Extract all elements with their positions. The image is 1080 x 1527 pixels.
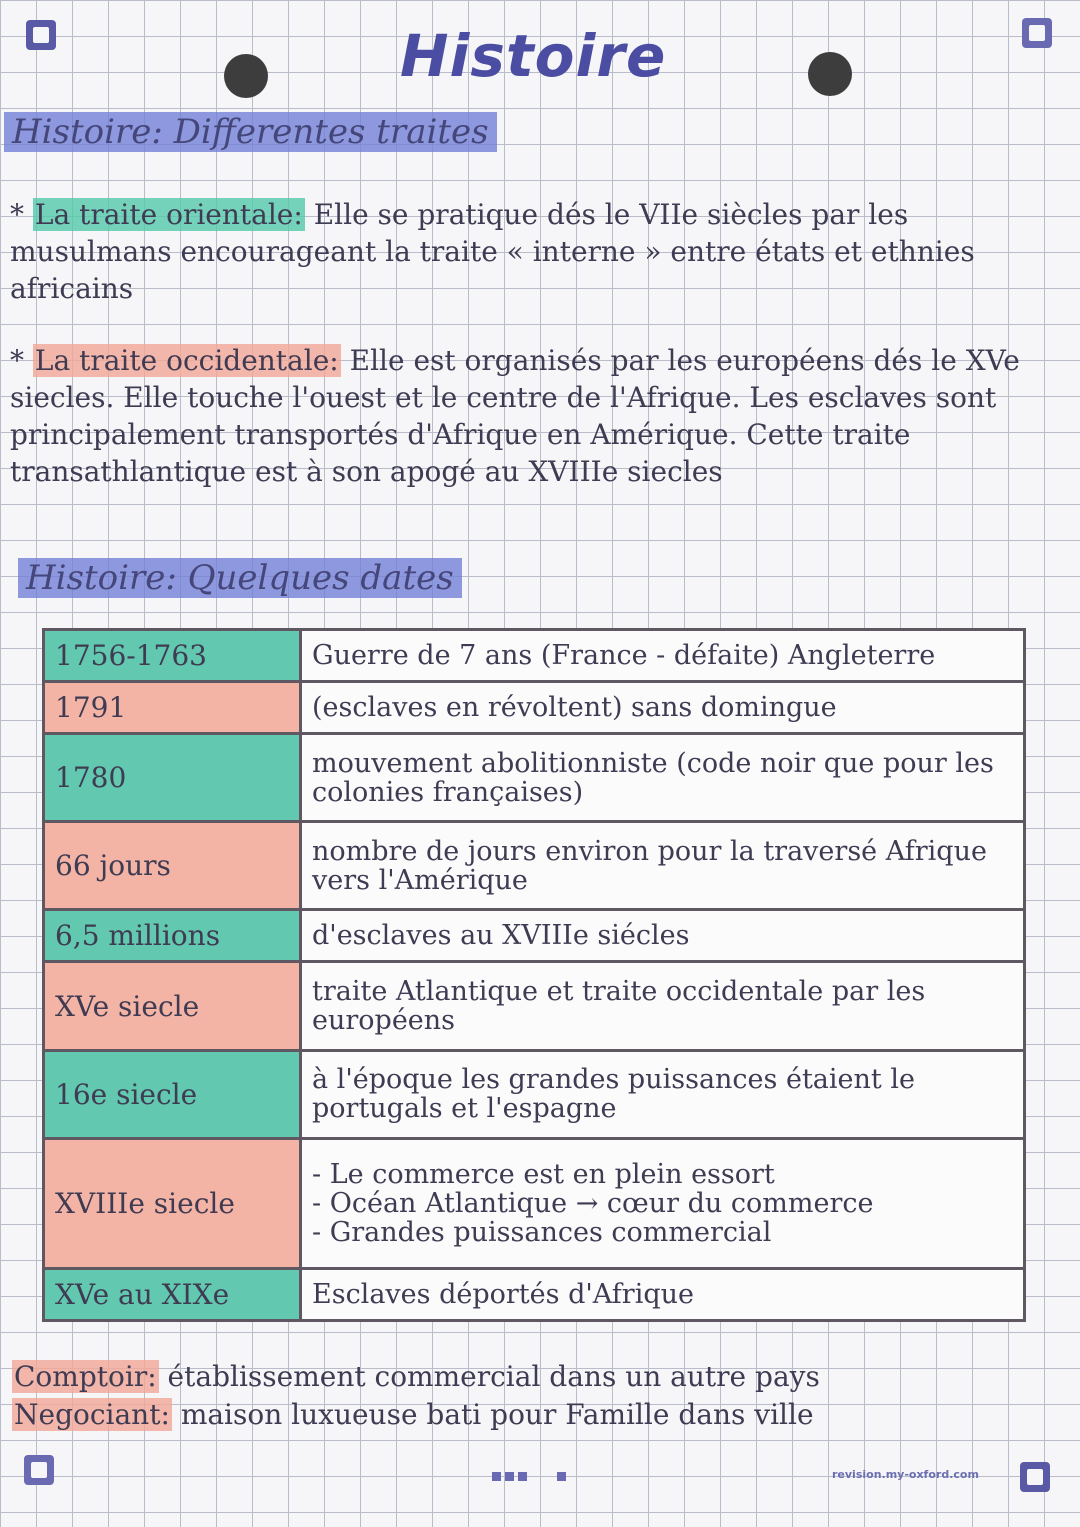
description-line: - Océan Atlantique → cœur du commerce	[312, 1187, 874, 1219]
binder-hole-left	[224, 54, 268, 98]
date-cell: XVIIIe siecle	[44, 1138, 301, 1268]
binder-hole-right	[808, 52, 852, 96]
date-cell: 1756-1763	[44, 630, 301, 682]
table-row	[44, 1268, 1025, 1320]
date-cell: 66 jours	[44, 822, 301, 910]
corner-marker-top-right	[1022, 18, 1052, 48]
table-row	[44, 910, 1025, 962]
description-cell: nombre de jours environ pour la traversé Afrique vers l'Amérique	[301, 822, 1025, 910]
description-cell	[301, 1138, 1025, 1268]
date-cell: XVe au XIXe	[44, 1268, 301, 1320]
corner-marker-bottom-left	[24, 1455, 54, 1485]
description-line: - Le commerce est en plein essort	[312, 1158, 775, 1190]
table-row	[44, 734, 1025, 822]
table-row	[44, 1138, 1025, 1268]
corner-marker-bottom-right	[1020, 1462, 1050, 1492]
paragraph-traite-orientale: * La traite orientale: Elle se pratique dés le VIIe siècles par les musulmans encourageant la traite « interne » entre états et ethnies africains	[10, 198, 975, 305]
table-row	[44, 962, 1025, 1050]
description-cell: mouvement abolitionniste (code noir que pour les colonies françaises)	[301, 734, 1025, 822]
term-traite-occidentale: La traite occidentale:	[34, 344, 339, 377]
definition-negociant	[12, 1398, 1072, 1431]
text-negociant: maison luxueuse bati pour Famille dans ville	[180, 1398, 814, 1431]
dates-table	[42, 628, 1026, 1322]
definition-comptoir	[12, 1360, 1072, 1393]
date-cell: 1780	[44, 734, 301, 822]
table-row	[44, 1050, 1025, 1138]
date-cell: 6,5 millions	[44, 910, 301, 962]
term-comptoir: Comptoir:	[14, 1360, 157, 1393]
term-traite-orientale: La traite orientale:	[34, 198, 303, 231]
description-cell: à l'époque les grandes puissances étaient le portugals et l'espagne	[301, 1050, 1025, 1138]
paragraph-traite-occidentale: * La traite occidentale: Elle est organisés par les européens dés le XVe siecles. Elle touche l'ouest et le centre de l'Afrique. Les esclaves sont principalement transportés d'Afrique en Amérique. Cette traite transathlantique est à son apogé au XVIIIe siecles	[10, 344, 1020, 488]
text-comptoir: établissement commercial dans un autre pays	[167, 1360, 820, 1393]
table-row	[44, 682, 1025, 734]
date-cell: XVe siecle	[44, 962, 301, 1050]
text-traite-occidentale: Elle est organisés par les européens dés le XVe siecles. Elle touche l'ouest et le centre de l'Afrique. Les esclaves sont principalement transportés d'Afrique en Amérique. Cette traite transathlantique est à son apogé au XVIIIe siecles	[10, 344, 1020, 488]
page-title: Histoire	[400, 22, 667, 90]
section-heading-dates: Histoire: Quelques dates	[18, 558, 462, 598]
table-row	[44, 630, 1025, 682]
description-cell: Esclaves déportés d'Afrique	[301, 1268, 1025, 1320]
section-heading-traites: Histoire: Differentes traites	[4, 112, 497, 152]
text-traite-orientale: Elle se pratique dés le VIIe siècles par les musulmans encourageant la traite « interne » entre états et ethnies africains	[10, 198, 975, 305]
table-row	[44, 822, 1025, 910]
brand-text: revision.my-oxford.com	[832, 1468, 979, 1481]
term-negociant: Negociant:	[14, 1398, 170, 1431]
description-cell: (esclaves en révoltent) sans domingue	[301, 682, 1025, 734]
description-cell: traite Atlantique et traite occidentale par les européens	[301, 962, 1025, 1050]
description-line: - Grandes puissances commercial	[312, 1216, 772, 1248]
date-cell: 1791	[44, 682, 301, 734]
page-dots	[492, 1466, 570, 1485]
description-cell: Guerre de 7 ans (France - défaite) Angleterre	[301, 630, 1025, 682]
date-cell: 16e siecle	[44, 1050, 301, 1138]
description-cell: d'esclaves au XVIIIe siécles	[301, 910, 1025, 962]
corner-marker-top-left	[26, 20, 56, 50]
